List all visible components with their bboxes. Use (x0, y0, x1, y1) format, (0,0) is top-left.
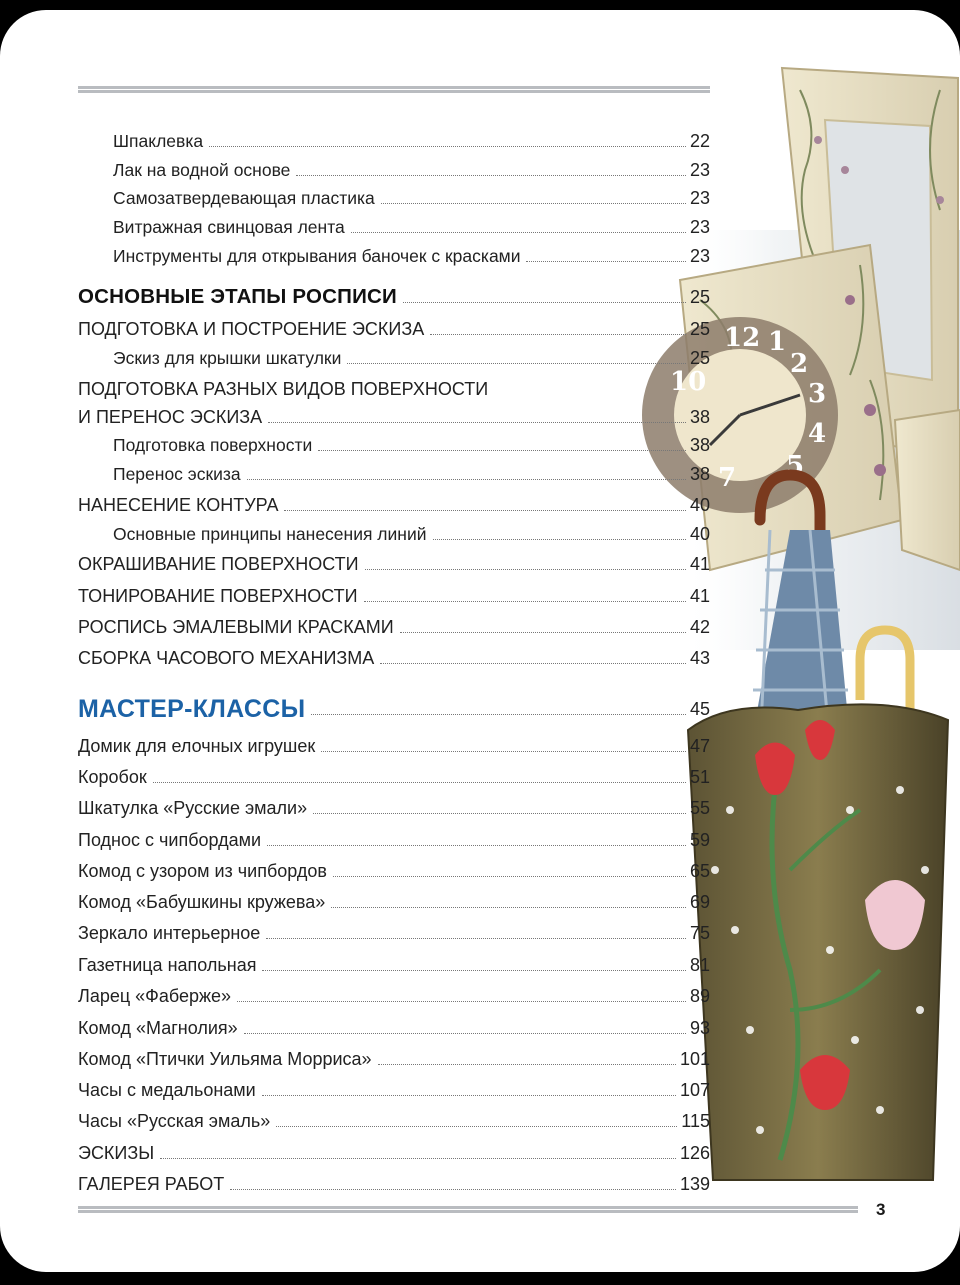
toc-entry-title: ТОНИРОВАНИЕ ПОВЕРХНОСТИ (78, 586, 358, 606)
toc-entry[interactable] (78, 1015, 710, 1039)
toc-entry-page: 47 (689, 736, 710, 756)
toc-entry[interactable] (78, 858, 710, 882)
toc-entry[interactable] (78, 827, 710, 851)
dot-leader (313, 813, 686, 814)
dot-leader (160, 1158, 676, 1159)
table-of-contents (0, 10, 960, 1272)
toc-entry[interactable] (113, 214, 710, 238)
toc-entry-title: И ПЕРЕНОС ЭСКИЗА (78, 407, 263, 427)
toc-entry-title: Часы «Русская эмаль» (78, 1111, 271, 1131)
dot-leader (365, 569, 686, 570)
toc-entry-title: Коробок (78, 767, 147, 787)
toc-entry-title: ОКРАШИВАНИЕ ПОВЕРХНОСТИ (78, 554, 359, 574)
toc-entry-title: Шкатулка «Русские эмали» (78, 798, 308, 818)
toc-entry[interactable] (78, 645, 710, 669)
toc-entry[interactable] (78, 316, 710, 340)
toc-entry-title: Часы с медальонами (78, 1080, 256, 1100)
clock-numeral-7: 7 (718, 463, 737, 493)
toc-entry-page: 23 (689, 246, 710, 266)
clock-numeral-12: 12 (724, 323, 761, 353)
clock-numeral-1: 1 (768, 327, 787, 357)
toc-entry-page: 38 (689, 407, 710, 427)
toc-entry-page: 40 (689, 524, 710, 544)
toc-entry-title: Комод «Птички Уильяма Морриса» (78, 1049, 372, 1069)
toc-entry-title: Поднос с чипбордами (78, 830, 262, 850)
dot-leader (433, 539, 686, 540)
toc-entry[interactable] (78, 1077, 710, 1101)
toc-entry[interactable] (78, 492, 710, 516)
toc-entry-page: 107 (679, 1080, 710, 1100)
dot-leader (380, 663, 686, 664)
toc-entry[interactable] (113, 461, 710, 485)
toc-entry-page: 23 (689, 160, 710, 180)
toc-entry-page: 22 (689, 131, 710, 151)
toc-entry-title: Комод «Магнолия» (78, 1018, 238, 1038)
toc-entry-title: ГАЛЕРЕЯ РАБОТ (78, 1174, 225, 1194)
dot-leader (244, 1033, 686, 1034)
toc-entry-title: Ларец «Фаберже» (78, 986, 232, 1006)
toc-entry[interactable] (78, 795, 710, 819)
dot-leader (230, 1189, 676, 1190)
toc-entry-title: МАСТЕР-КЛАССЫ (78, 695, 306, 723)
toc-entry-page: 25 (689, 348, 710, 368)
toc-entry[interactable] (78, 983, 710, 1007)
toc-entry-page: 25 (689, 319, 710, 339)
toc-entry-page: 81 (689, 955, 710, 975)
toc-entry-page: 41 (689, 554, 710, 574)
toc-entry[interactable] (78, 733, 710, 757)
toc-entry-page: 115 (681, 1111, 710, 1131)
dot-leader (296, 175, 686, 176)
toc-entry-title: Самозатвердевающая пластика (113, 188, 375, 208)
page-number: 3 (876, 1200, 886, 1219)
clock-numeral-2: 2 (790, 349, 809, 379)
toc-entry-page: 38 (689, 435, 710, 455)
toc-entry[interactable] (78, 614, 710, 638)
toc-entry[interactable] (113, 128, 710, 152)
dot-leader (267, 845, 686, 846)
toc-entry-title: Шпаклевка (113, 131, 204, 151)
bottom-rule (78, 1206, 858, 1213)
toc-entry-title: РОСПИСЬ ЭМАЛЕВЫМИ КРАСКАМИ (78, 617, 394, 637)
toc-entry[interactable] (113, 243, 710, 267)
clock-numeral-3: 3 (808, 379, 827, 409)
toc-entry-title: Витражная свинцовая лента (113, 217, 345, 237)
toc-entry-page: 126 (679, 1143, 710, 1163)
clock-numeral-5: 5 (786, 451, 805, 481)
toc-entry[interactable] (78, 1171, 710, 1195)
toc-entry-title: Перенос эскиза (113, 464, 241, 484)
toc-entry-title: Подготовка поверхности (113, 435, 313, 455)
book-page (0, 10, 960, 1272)
dot-leader (266, 938, 686, 939)
toc-entry[interactable] (78, 404, 710, 428)
toc-entry-title: НАНЕСЕНИЕ КОНТУРА (78, 495, 279, 515)
toc-entry-title-line1[interactable]: ПОДГОТОВКА РАЗНЫХ ВИДОВ ПОВЕРХНОСТИ (78, 379, 489, 399)
toc-entry-title: Основные принципы нанесения линий (113, 524, 427, 544)
toc-entry[interactable] (78, 764, 710, 788)
toc-entry-page: 59 (689, 830, 710, 850)
dot-leader (333, 876, 686, 877)
toc-entry-page: 75 (689, 923, 710, 943)
toc-entry-page: 25 (689, 287, 710, 307)
dot-leader (430, 334, 686, 335)
toc-entry-page: 42 (689, 617, 710, 637)
toc-entry-page: 41 (689, 586, 710, 606)
toc-entry[interactable] (78, 551, 710, 575)
toc-entry[interactable] (78, 583, 710, 607)
clock-numeral-4: 4 (808, 419, 827, 449)
dot-leader (347, 363, 686, 364)
toc-entry[interactable] (78, 889, 710, 913)
toc-entry-page: 51 (689, 767, 710, 787)
toc-entry-page: 40 (689, 495, 710, 515)
toc-entry-page: 69 (689, 892, 710, 912)
toc-entry-title: Газетница напольная (78, 955, 257, 975)
toc-entry-title: ЭСКИЗЫ (78, 1143, 155, 1163)
toc-entry-page: 93 (689, 1018, 710, 1038)
dot-leader (262, 1095, 676, 1096)
toc-entry[interactable] (78, 952, 710, 976)
toc-entry-page: 139 (679, 1174, 710, 1194)
toc-entry[interactable] (113, 185, 710, 209)
toc-entry-page: 89 (689, 986, 710, 1006)
toc-entry[interactable] (78, 1046, 710, 1070)
dot-leader (364, 601, 686, 602)
dot-leader (400, 632, 686, 633)
toc-entry-page: 43 (689, 648, 710, 668)
toc-section-main-stages[interactable] (78, 284, 710, 308)
dot-leader (526, 261, 685, 262)
dot-leader (153, 782, 686, 783)
toc-entry-title: ПОДГОТОВКА И ПОСТРОЕНИЕ ЭСКИЗА (78, 319, 425, 339)
toc-entry[interactable] (78, 920, 710, 944)
dot-leader (311, 714, 686, 715)
dot-leader (237, 1001, 686, 1002)
toc-entry-title: Комод с узором из чипбордов (78, 861, 327, 881)
toc-entry-page: 23 (689, 188, 710, 208)
toc-entry-page: 38 (689, 464, 710, 484)
dot-leader (381, 203, 686, 204)
toc-entry-title: Домик для елочных игрушек (78, 736, 316, 756)
dot-leader (284, 510, 685, 511)
dot-leader (318, 450, 686, 451)
dot-leader (351, 232, 686, 233)
dot-leader (403, 302, 686, 303)
toc-entry[interactable] (78, 1108, 710, 1132)
toc-entry-title: Лак на водной основе (113, 160, 291, 180)
toc-entry-page: 45 (689, 699, 710, 719)
toc-entry[interactable] (78, 1140, 710, 1164)
toc-entry[interactable] (113, 432, 710, 456)
toc-entry-title: ОСНОВНЫЕ ЭТАПЫ РОСПИСИ (78, 285, 397, 308)
dot-leader (247, 479, 686, 480)
toc-entry-page: 65 (689, 861, 710, 881)
dot-leader (378, 1064, 676, 1065)
toc-entry[interactable] (113, 521, 710, 545)
toc-entry-title: Эскиз для крышки шкатулки (113, 348, 342, 368)
toc-entry-page: 23 (689, 217, 710, 237)
clock-numeral-10: 10 (670, 367, 707, 397)
dot-leader (209, 146, 686, 147)
dot-leader (262, 970, 686, 971)
dot-leader (331, 907, 686, 908)
toc-entry[interactable] (113, 157, 710, 181)
dot-leader (268, 422, 686, 423)
toc-entry-title: СБОРКА ЧАСОВОГО МЕХАНИЗМА (78, 648, 375, 668)
dot-leader (321, 751, 686, 752)
toc-entry-page: 101 (679, 1049, 710, 1069)
toc-entry-title: Инструменты для открывания баночек с красками (113, 246, 521, 266)
toc-entry[interactable] (113, 345, 710, 369)
dot-leader (276, 1126, 677, 1127)
toc-section-master-classes[interactable] (78, 688, 710, 723)
toc-entry-title: Комод «Бабушкины кружева» (78, 892, 326, 912)
toc-entry-title: Зеркало интерьерное (78, 923, 261, 943)
toc-entry-page: 55 (689, 798, 710, 818)
